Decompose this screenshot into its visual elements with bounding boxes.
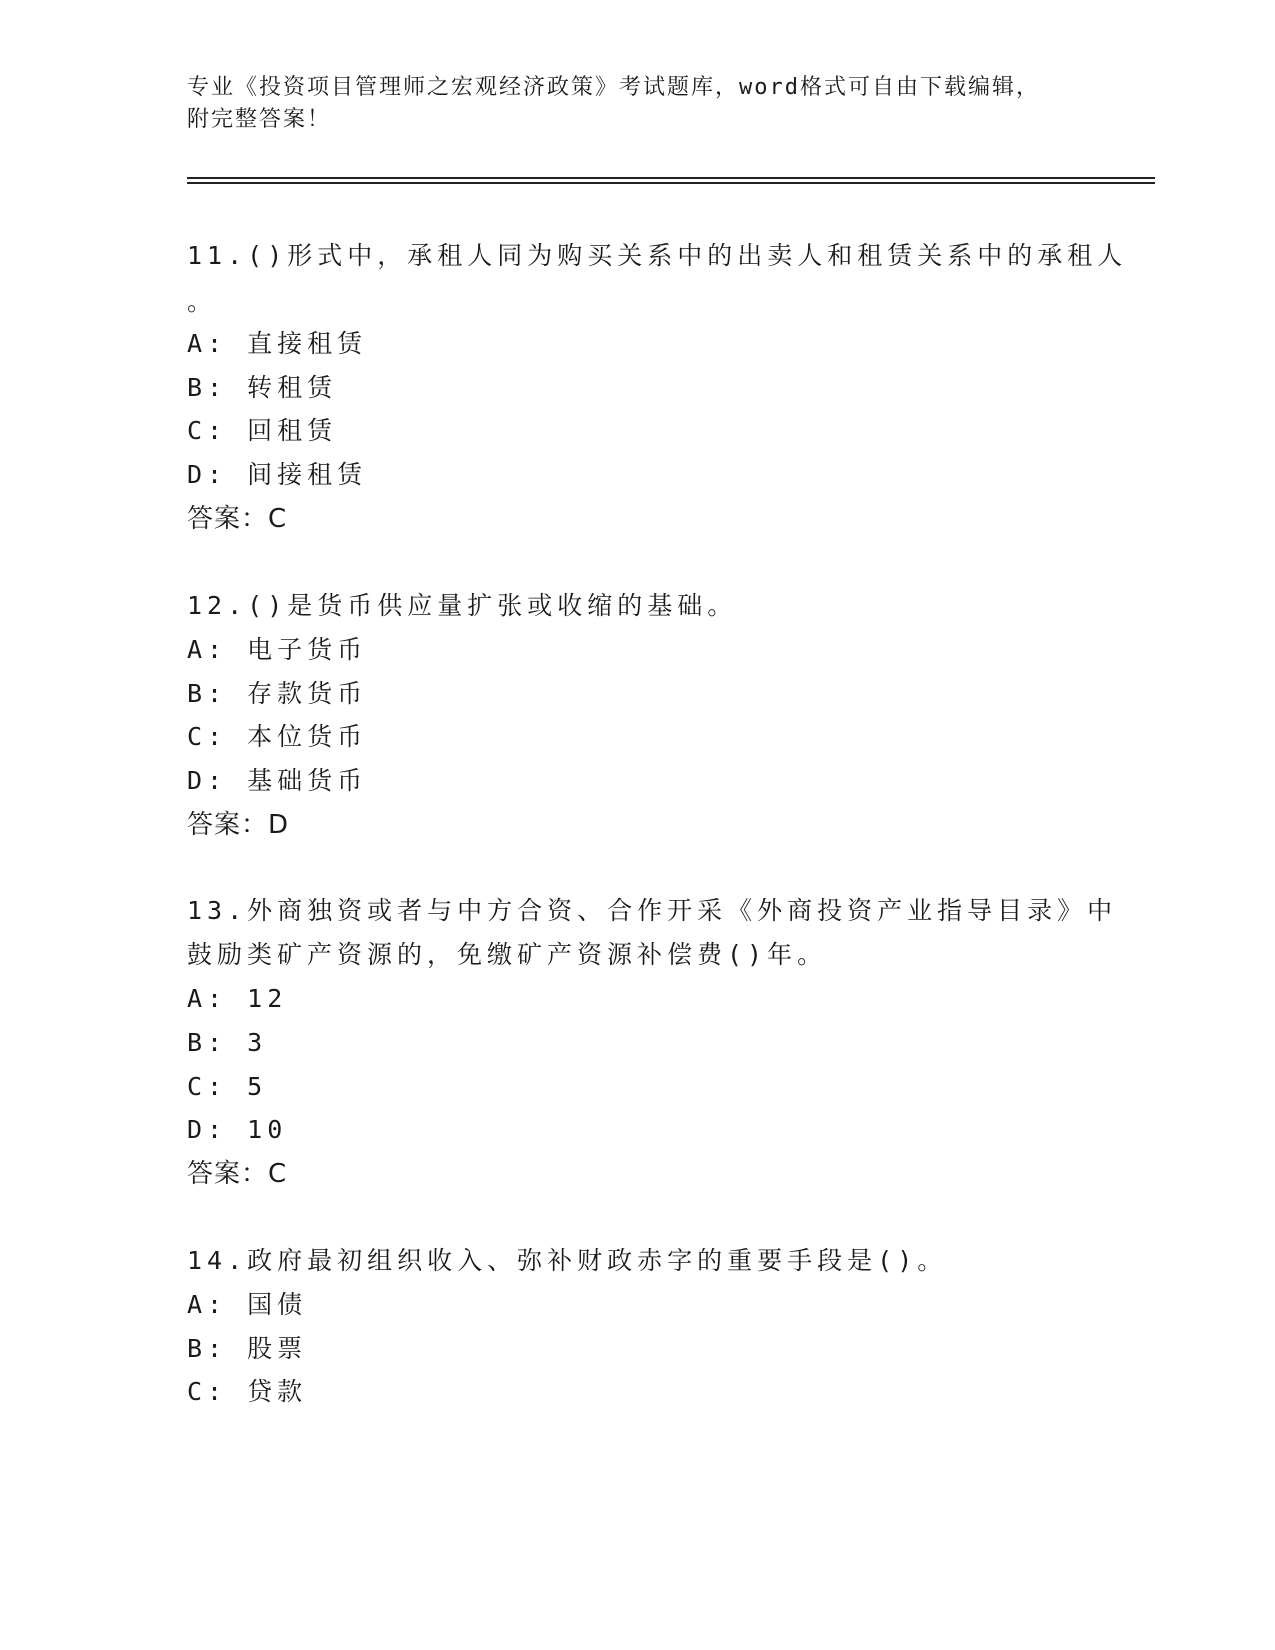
answer-line: 答案：C bbox=[187, 504, 288, 534]
header-line-2: 附完整答案！ bbox=[187, 107, 332, 132]
option-label: A: bbox=[187, 984, 228, 1013]
option-label: A: bbox=[187, 635, 228, 664]
option-c bbox=[187, 721, 367, 753]
option-text: 直接租赁 bbox=[247, 329, 368, 358]
answer-line: 答案：C bbox=[187, 1159, 288, 1189]
question-stem: 13.外商独资或者与中方合资、合作开采《外商投资产业指导目录》中 bbox=[187, 896, 1118, 925]
option-b bbox=[187, 678, 367, 710]
question-stem-continued: 鼓励类矿产资源的，免缴矿产资源补偿费()年。 bbox=[187, 940, 828, 969]
option-b bbox=[187, 1027, 267, 1059]
option-text: 国债 bbox=[247, 1290, 308, 1319]
option-label: B: bbox=[187, 679, 228, 708]
question-stem: 11.()形式中，承租人同为购买关系中的出卖人和租赁关系中的承租人 bbox=[187, 241, 1128, 270]
header-rule-bottom bbox=[187, 182, 1155, 184]
option-label: C: bbox=[187, 1072, 228, 1101]
option-label: D: bbox=[187, 1115, 228, 1144]
document-header bbox=[187, 72, 1067, 136]
option-text: 5 bbox=[247, 1072, 268, 1101]
option-d bbox=[187, 459, 367, 491]
option-label: C: bbox=[187, 1377, 228, 1406]
option-a bbox=[187, 983, 287, 1015]
option-b bbox=[187, 372, 337, 404]
option-d bbox=[187, 1114, 287, 1146]
option-text: 回租赁 bbox=[247, 416, 338, 445]
header-rule-top bbox=[187, 177, 1155, 179]
option-text: 3 bbox=[247, 1028, 268, 1057]
header-line-1: 专业《投资项目管理师之宏观经济政策》考试题库，word格式可自由下载编辑， bbox=[187, 75, 1040, 100]
option-label: D: bbox=[187, 766, 228, 795]
option-text: 股票 bbox=[247, 1334, 308, 1363]
option-label: B: bbox=[187, 1028, 228, 1057]
option-text: 基础货币 bbox=[247, 766, 368, 795]
option-c bbox=[187, 1071, 267, 1103]
option-label: C: bbox=[187, 722, 228, 751]
option-b bbox=[187, 1333, 307, 1365]
question-stem-continued: 。 bbox=[187, 287, 218, 316]
option-text: 间接租赁 bbox=[247, 460, 368, 489]
option-label: B: bbox=[187, 373, 228, 402]
option-label: C: bbox=[187, 416, 228, 445]
option-label: A: bbox=[187, 329, 228, 358]
option-label: B: bbox=[187, 1334, 228, 1363]
option-text: 转租赁 bbox=[247, 373, 338, 402]
option-label: A: bbox=[187, 1290, 228, 1319]
option-text: 电子货币 bbox=[247, 635, 368, 664]
option-c bbox=[187, 1376, 307, 1408]
option-text: 10 bbox=[247, 1115, 288, 1144]
option-text: 存款货币 bbox=[247, 679, 368, 708]
option-a bbox=[187, 328, 367, 360]
option-text: 12 bbox=[247, 984, 288, 1013]
answer-line: 答案：D bbox=[187, 810, 290, 840]
question-stem: 14.政府最初组织收入、弥补财政赤字的重要手段是()。 bbox=[187, 1246, 948, 1275]
option-text: 贷款 bbox=[247, 1377, 308, 1406]
option-c bbox=[187, 415, 337, 447]
option-a bbox=[187, 1289, 307, 1321]
option-text: 本位货币 bbox=[247, 722, 368, 751]
question-stem: 12.()是货币供应量扩张或收缩的基础。 bbox=[187, 591, 738, 620]
option-d bbox=[187, 765, 367, 797]
option-label: D: bbox=[187, 460, 228, 489]
option-a bbox=[187, 634, 367, 666]
